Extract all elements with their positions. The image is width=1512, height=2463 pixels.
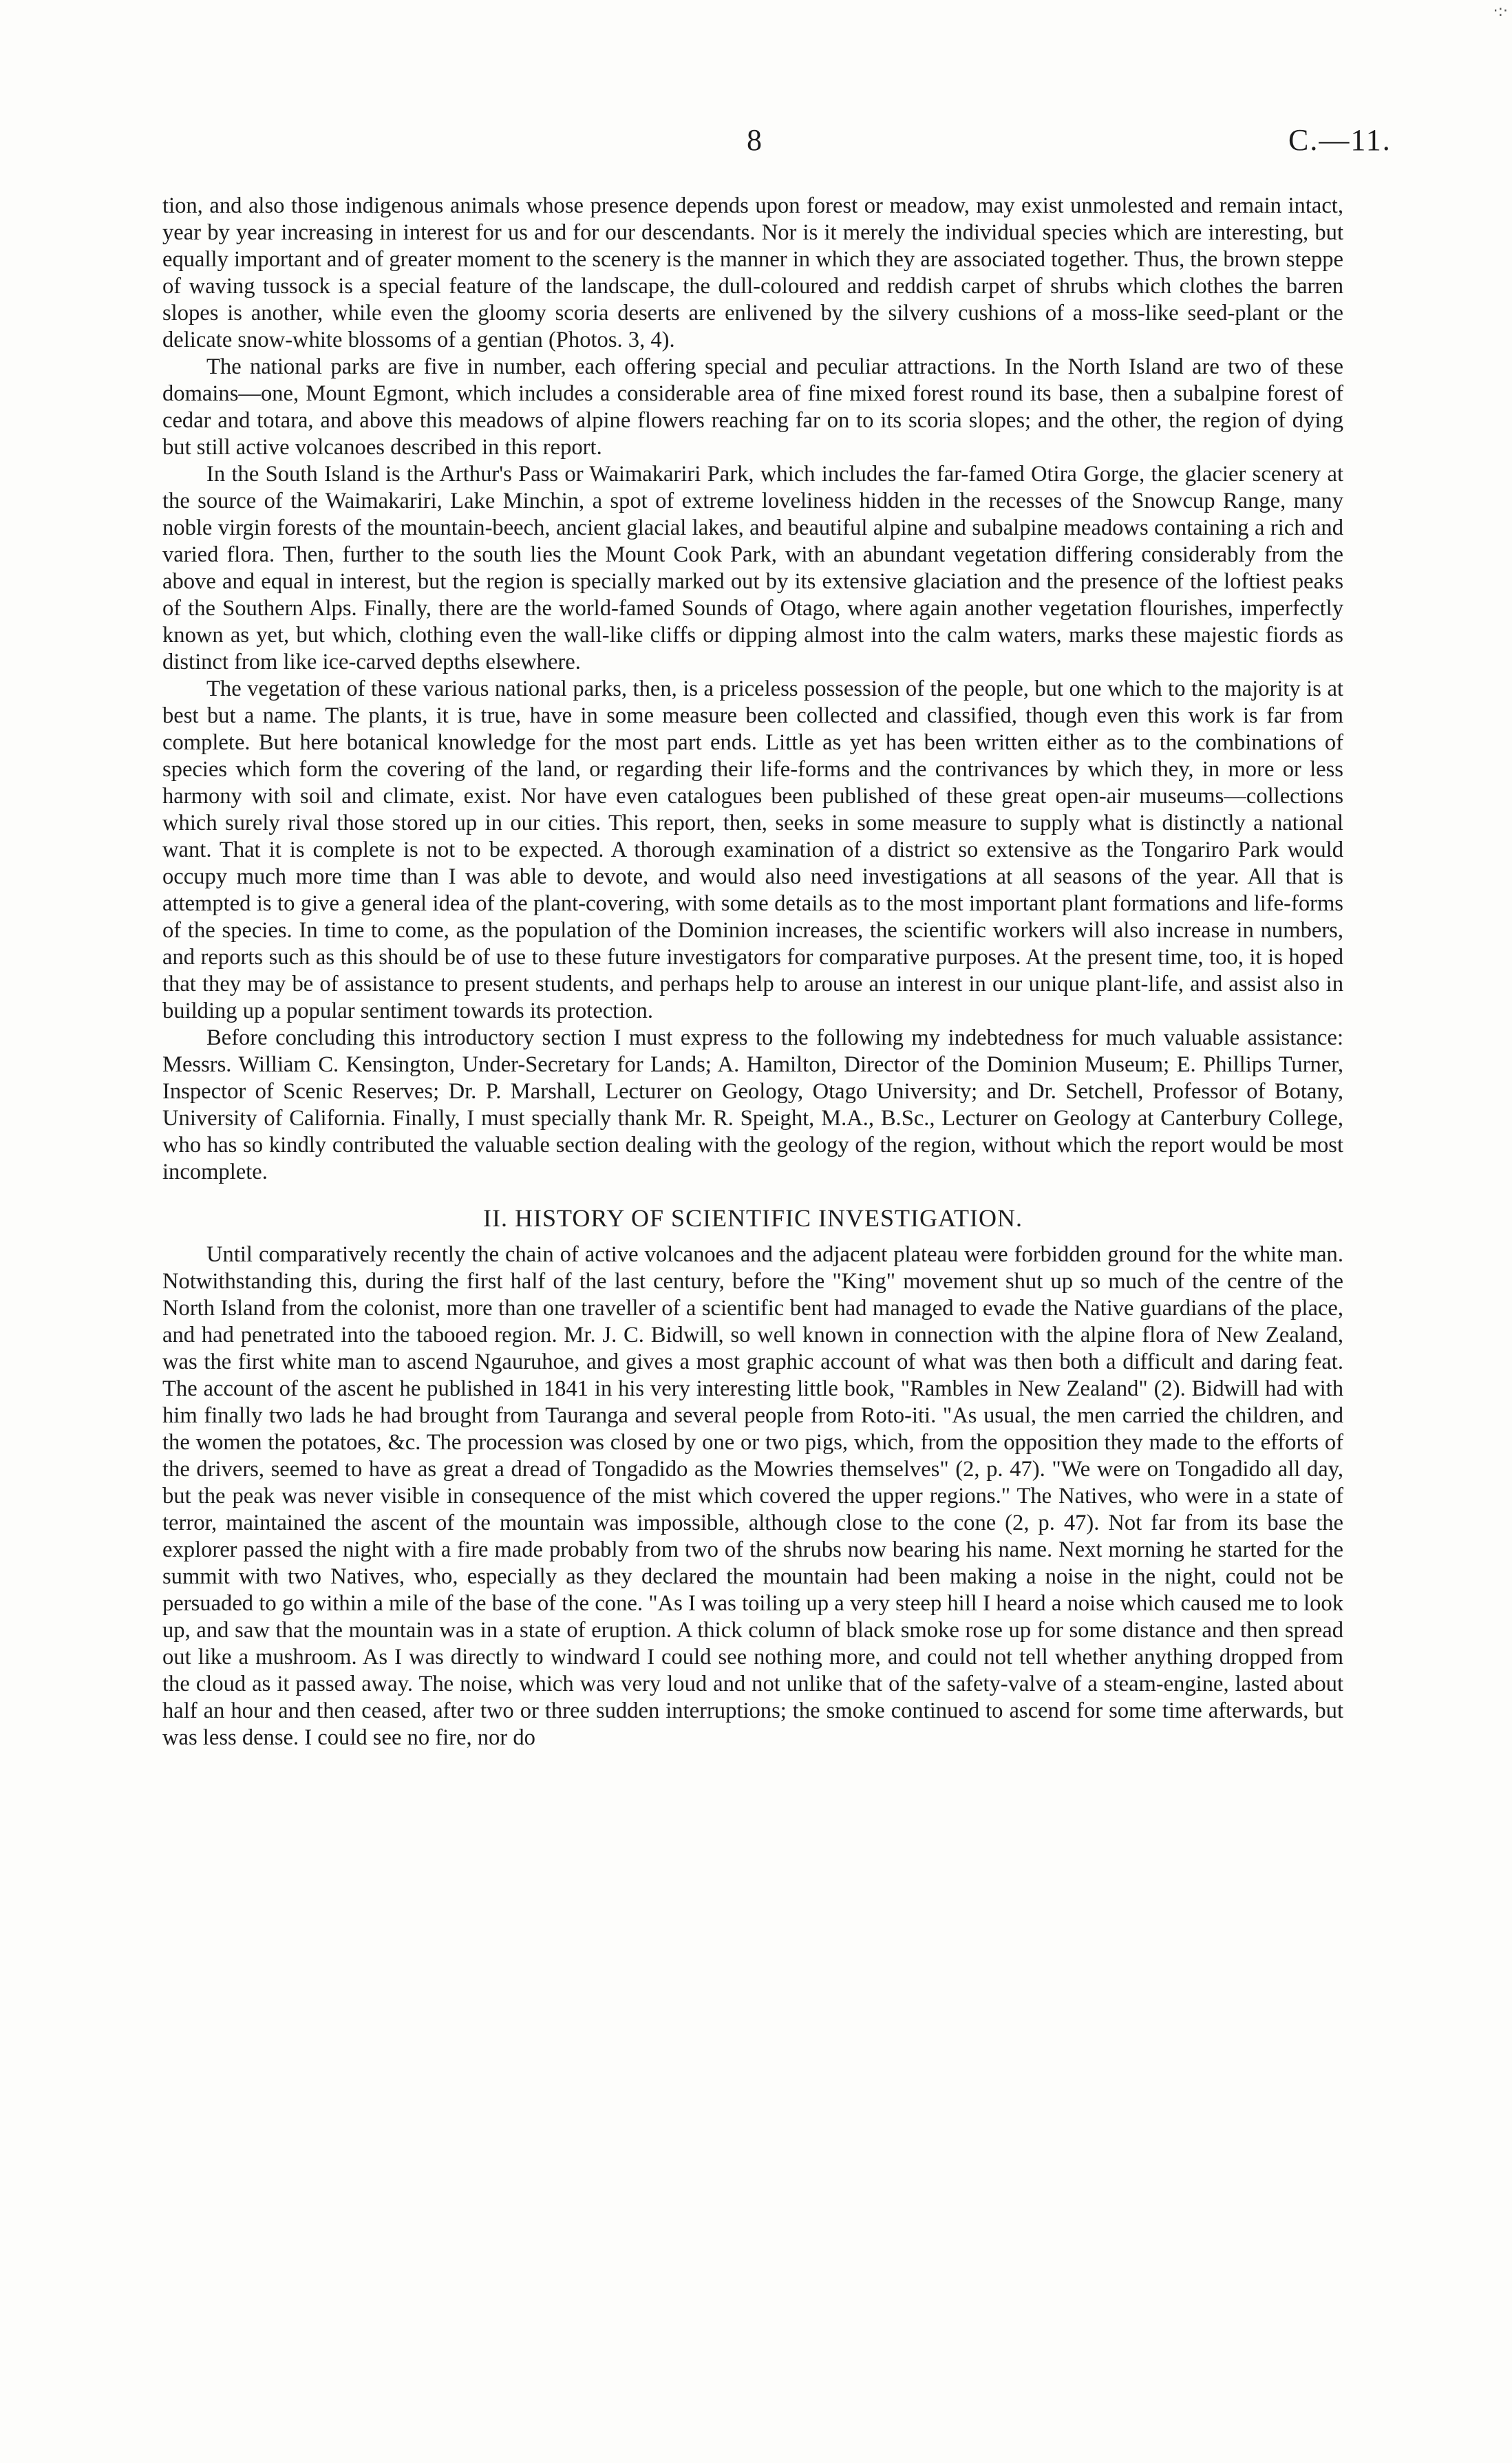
section-heading: II. HISTORY OF SCIENTIFIC INVESTIGATION. [483,1204,1023,1232]
page-header [0,122,1512,164]
document-reference: C.—11. [1288,123,1392,157]
body-text [162,193,1343,1751]
paragraph-vegetation: The vegetation of these various national parks, then, is a priceless possession of the people, but one which to the majority is at best but a name. The plants, it is true, have in some measure been collected and classified, though even this work is far from complete. But here botanical knowledge for the most part ends. Little as yet has been written either as to the combinations of species which form the covering of the land, or regarding their life-forms and the contrivances by which they, in more or less harmony with soil and climate, exist. Nor have even catalogues been published of these great open-air museums—collections which surely rival those stored up in our cities. This report, then, seeks in some measure to supply what is distinctly a national want. That it is complete is not to be expected. A thorough examination of a district so extensive as the Tongariro Park would occupy much more time than I was able to devote, and would also need investigations at all seasons of the year. All that is attempted is to give a general idea of the plant-covering, with some details as to the most important plant formations and life-forms of the species. In time to come, as the population of the Dominion increases, the scientific workers will also increase in numbers, and reports such as this should be of use to these future investigators for comparative purposes. At the present time, too, it is hoped that they may be of assistance to present students, and perhaps help to arouse an interest in our unique plant-life, and assist also in building up a popular sentiment towards its protection. [162,676,1343,1023]
page-number: 8 [747,123,763,157]
paragraph-history: Until comparatively recently the chain of active volcanoes and the adjacent plateau were forbidden ground for the white man. Notwithstanding this, during the first half of the last century, before the "King" movement shut up so much of the centre of the North Island from the colonist, more than one traveller of a scientific bent had managed to evade the Native guardians of the place, and had penetrated into the tabooed region. Mr. J. C. Bidwill, so well known in connection with the alpine flora of New Zealand, was the first white man to ascend Ngauruhoe, and gives a most graphic account of what was then both a difficult and daring feat. The account of the ascent he published in 1841 in his very interesting little book, "Rambles in New Zealand" (2). Bidwill had with him finally two lads he had brought from Tauranga and several people from Roto-iti. "As usual, the men carried the children, and the women the potatoes, &c. The procession was closed by one or two pigs, which, from the opposition they made to the efforts of the drivers, seemed to have as great a dread of Tongadido as the Mowries themselves" (2, p. 47). "We were on Tongadido all day, but the peak was never visible in consequence of the mist which covered the upper regions." The Natives, who were in a state of terror, maintained the ascent of the mountain was impossible, although close to the cone (2, p. 47). Not far from its base the explorer passed the night with a fire made probably from two of the shrubs now bearing his name. Next morning he started for the summit with two Natives, who, especially as they declared the mountain had been making a noise in the night, could not be persuaded to go within a mile of the base of the cone. "As I was toiling up a very steep hill I heard a noise which caused me to look up, and saw that the mountain was in a state of eruption. A thick column of black smoke rose up for some distance and then spread out like a mushroom. As I was directly to windward I could see nothing more, and could not tell whether anything dropped from the cloud as it passed away. The noise, which was very loud and not unlike that of the safety-valve of a steam-engine, lasted about half an hour and then ceased, after two or three sudden interruptions; the smoke continued to ascend for some time afterwards, but was less dense. I could see no fire, nor do [162,1242,1343,1750]
scan-corner-mark: ·:· [1493,3,1508,20]
paragraph-acknowledgements: Before concluding this introductory section I must express to the following my indebtedness for much valuable assistance: Messrs. William C. Kensington, Under-Secretary for Lands; A. Hamilton, Director of the Dominion Museum; E. Phillips Turner, Inspector of Scenic Reserves; Dr. P. Marshall, Lecturer on Geology, Otago University; and Dr. Setchell, Professor of Botany, University of California. Finally, I must specially thank Mr. R. Speight, M.A., B.Sc., Lecturer on Geology at Canterbury College, who has so kindly contributed the valuable section dealing with the geology of the region, without which the report would be most incomplete. [162,1025,1343,1184]
paragraph-national-parks: The national parks are five in number, each offering special and peculiar attractions. In the North Island are two of these domains—one, Mount Egmont, which includes a considerable area of fine mixed forest round its base, then a subalpine forest of cedar and totara, and above this meadows of alpine flowers reaching far on to its scoria slopes; and the other, the region of dying but still active volcanoes described in this report. [162,354,1343,460]
paragraph-south-island: In the South Island is the Arthur's Pass or Waimakariri Park, which includes the far-famed Otira Gorge, the glacier scenery at the source of the Waimakariri, Lake Minchin, a spot of extreme loveliness hidden in the recesses of the Snowcup Range, many noble virgin forests of the mountain-beech, ancient glacial lakes, and beautiful alpine and subalpine meadows containing a rich and varied flora. Then, further to the south lies the Mount Cook Park, with an abundant vegetation differing considerably from the above and equal in interest, but the region is specially marked out by its extensive glaciation and the presence of the loftiest peaks of the Southern Alps. Finally, there are the world-famed Sounds of Otago, where again another vegetation flourishes, imperfectly known as yet, but which, clothing even the wall-like cliffs or dipping almost into the calm waters, marks these majestic fiords as distinct from like ice-carved depths elsewhere. [162,462,1343,674]
paragraph-continued: tion, and also those indigenous animals whose presence depends upon forest or meadow, may exist unmolested and remain intact, year by year increasing in interest for us and for our descendants. Nor is it merely the individual species which are interesting, but equally important and of greater moment to the scenery is the manner in which they are associated together. Thus, the brown steppe of waving tussock is a special feature of the landscape, the dull-coloured and reddish carpet of shrubs which clothes the barren slopes is another, while even the gloomy scoria deserts are enlivened by the silvery cushions of a moss-like seed-plant or the delicate snow-white blossoms of a gentian (Photos. 3, 4). [162,193,1343,352]
